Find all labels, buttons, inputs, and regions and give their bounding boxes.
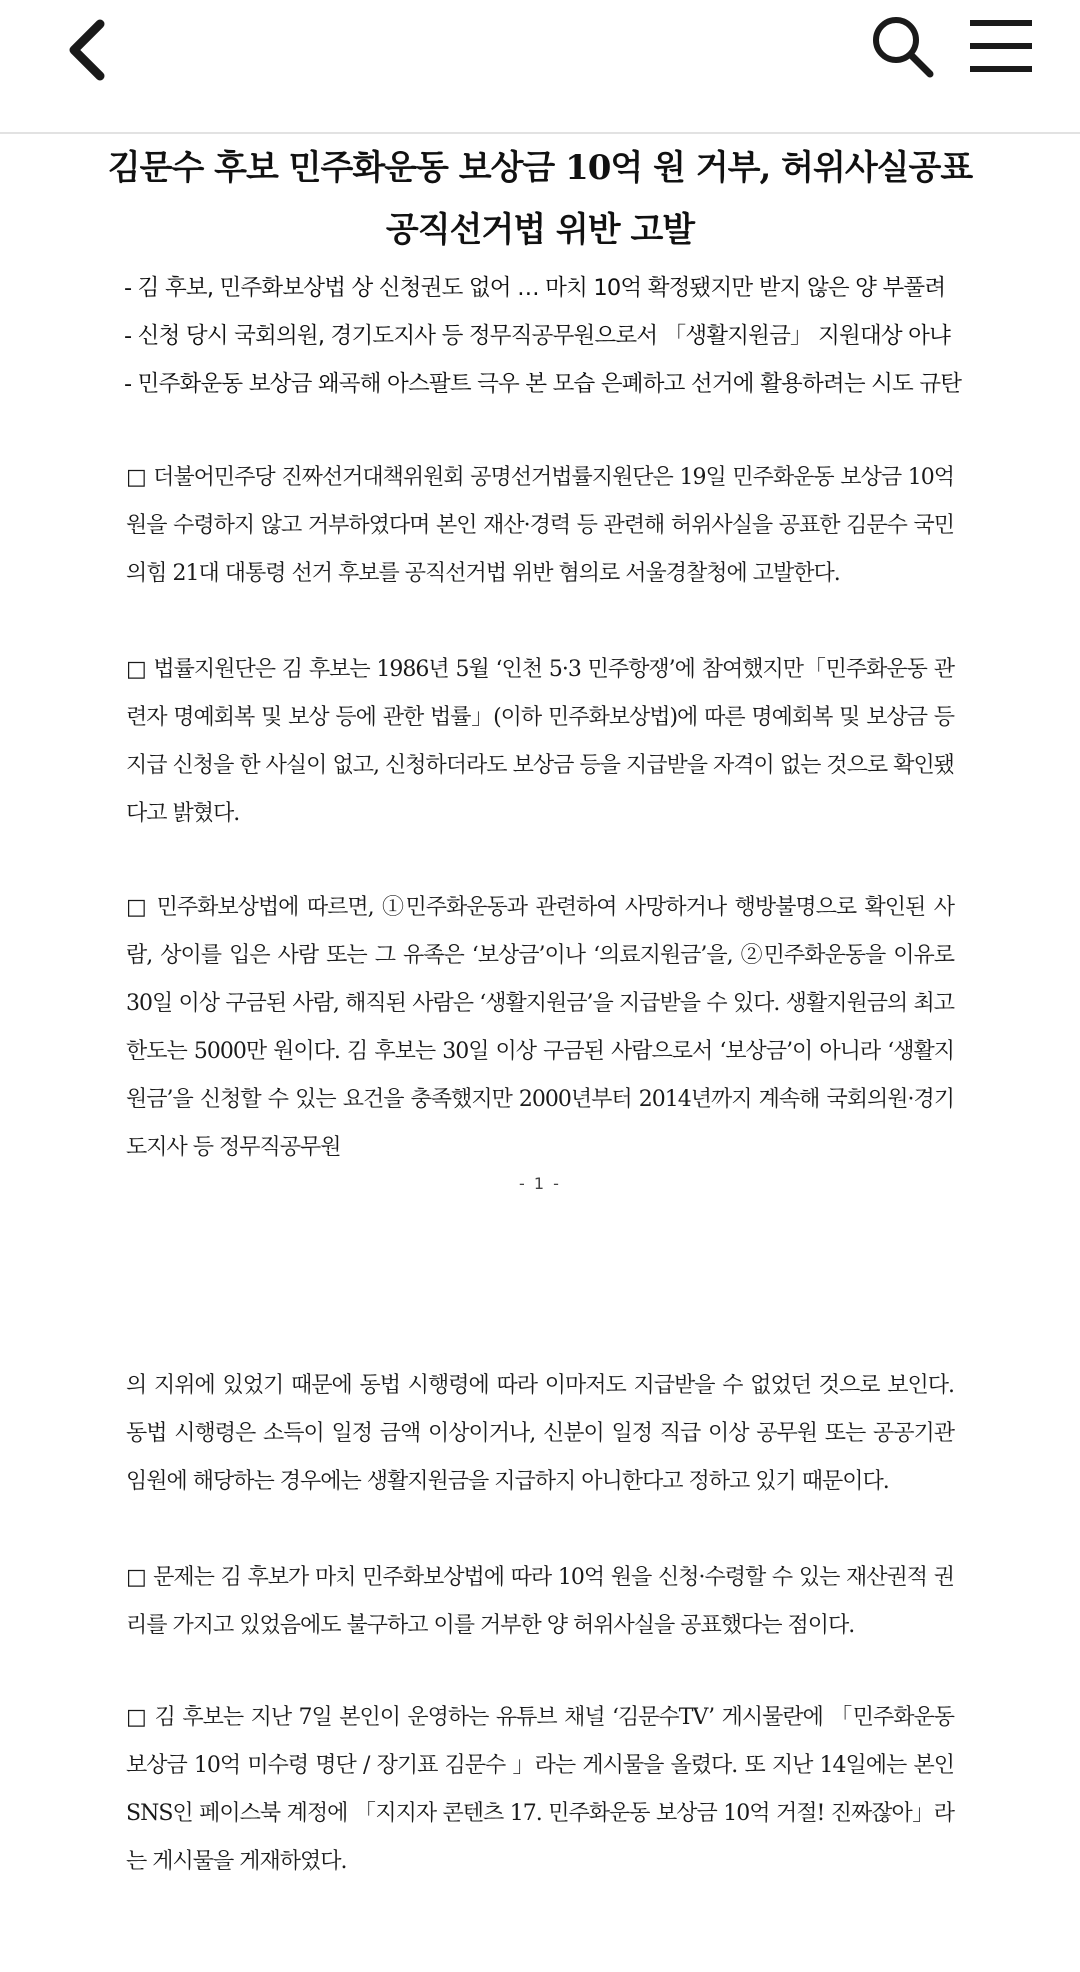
paragraph-6: □ 김 후보는 지난 7일 본인이 운영하는 유튜브 채널 ‘김문수TV’ 게시물란에 「민주화운동 보상금 10억 미수령 명단 / 장기표 김문수 」라는 게시물을 올렸다. 또 지난 14일에는 본인 SNS인 페이스북 계정에 「지지자 콘텐츠 17. 민주화운동 보상금 10억 거절! 진짜잖아」라는 게시물을 게재하였다. (126, 1705, 954, 1874)
paragraph-3: □ 민주화보상법에 따르면, ①민주화운동과 관련하여 사망하거나 행방불명으로 확인된 사람, 상이를 입은 사람 또는 그 유족은 ‘보상금’이나 ‘의료지원금’을, ②민주화운동을 이유로 30일 이상 구금된 사람, 해직된 사람은 ‘생활지원금’을 지급받을 수 있다. 생활지원금의 최고한도는 5000만 원이다. 김 후보는 30일 이상 구금된 사람으로서 ‘보상금’이 아니라 ‘생활지원금’을 신청할 수 있는 요건을 충족했지만 2000년부터 2014년까지 계속해 국회의원·경기도지사 등 정무직공무원 (126, 895, 954, 1160)
summary-bullet-1: - 김 후보, 민주화보상법 상 신청권도 없어 … 마치 10억 확정됐지만 받지 않은 양 부풀려 (124, 275, 946, 301)
paragraph-5: □ 문제는 김 후보가 마치 민주화보상법에 따라 10억 원을 신청·수령할 수 있는 재산권적 권리를 가지고 있었음에도 불구하고 이를 거부한 양 허위사실을 공표했다는 점이다. (126, 1565, 954, 1638)
menu-button[interactable] (968, 14, 1036, 78)
hamburger-menu-icon (968, 14, 1036, 78)
paragraph-4: 의 지위에 있었기 때문에 동법 시행령에 따라 이마저도 지급받을 수 없었던 것으로 보인다. 동법 시행령은 소득이 일정 금액 이상이거나, 신분이 일정 직급 이상 공무원 또는 공공기관 임원에 해당하는 경우에는 생활지원금을 지급하지 아니한다고 정하고 있기 때문이다. (126, 1373, 954, 1494)
summary-bullet-2: - 신청 당시 국회의원, 경기도지사 등 정무직공무원으로서 「생활지원금」 지원대상 아냐 (124, 323, 951, 349)
document-title-line1: 김문수 후보 민주화운동 보상금 10억 원 거부, 허위사실공표 (107, 148, 973, 188)
paragraph-2: □ 법률지원단은 김 후보는 1986년 5월 ‘인천 5·3 민주항쟁’에 참여했지만「민주화운동 관련자 명예회복 및 보상 등에 관한 법률」(이하 민주화보상법)에 따른 명예회복 및 보상금 등 지급 신청을 한 사실이 없고, 신청하더라도 보상금 등을 지급받을 자격이 없는 것으로 확인됐다고 밝혔다. (126, 657, 954, 826)
top-nav-bar (0, 0, 1080, 134)
paragraph-1: □ 더불어민주당 진짜선거대책위원회 공명선거법률지원단은 19일 민주화운동 보상금 10억 원을 수령하지 않고 거부하였다며 본인 재산·경력 등 관련해 허위사실을 공표한 김문수 국민의힘 21대 대통령 선거 후보를 공직선거법 위반 혐의로 서울경찰청에 고발한다. (126, 465, 954, 586)
summary-bullet-3: - 민주화운동 보상금 왜곡해 아스팔트 극우 본 모습 은폐하고 선거에 활용하려는 시도 규탄 (124, 371, 962, 397)
page-number: - 1 - (519, 1174, 561, 1193)
document-title-line2: 공직선거법 위반 고발 (385, 210, 695, 250)
search-button[interactable] (868, 12, 936, 80)
chevron-left-icon (60, 14, 120, 86)
search-icon (868, 12, 936, 80)
back-button[interactable] (60, 14, 120, 86)
